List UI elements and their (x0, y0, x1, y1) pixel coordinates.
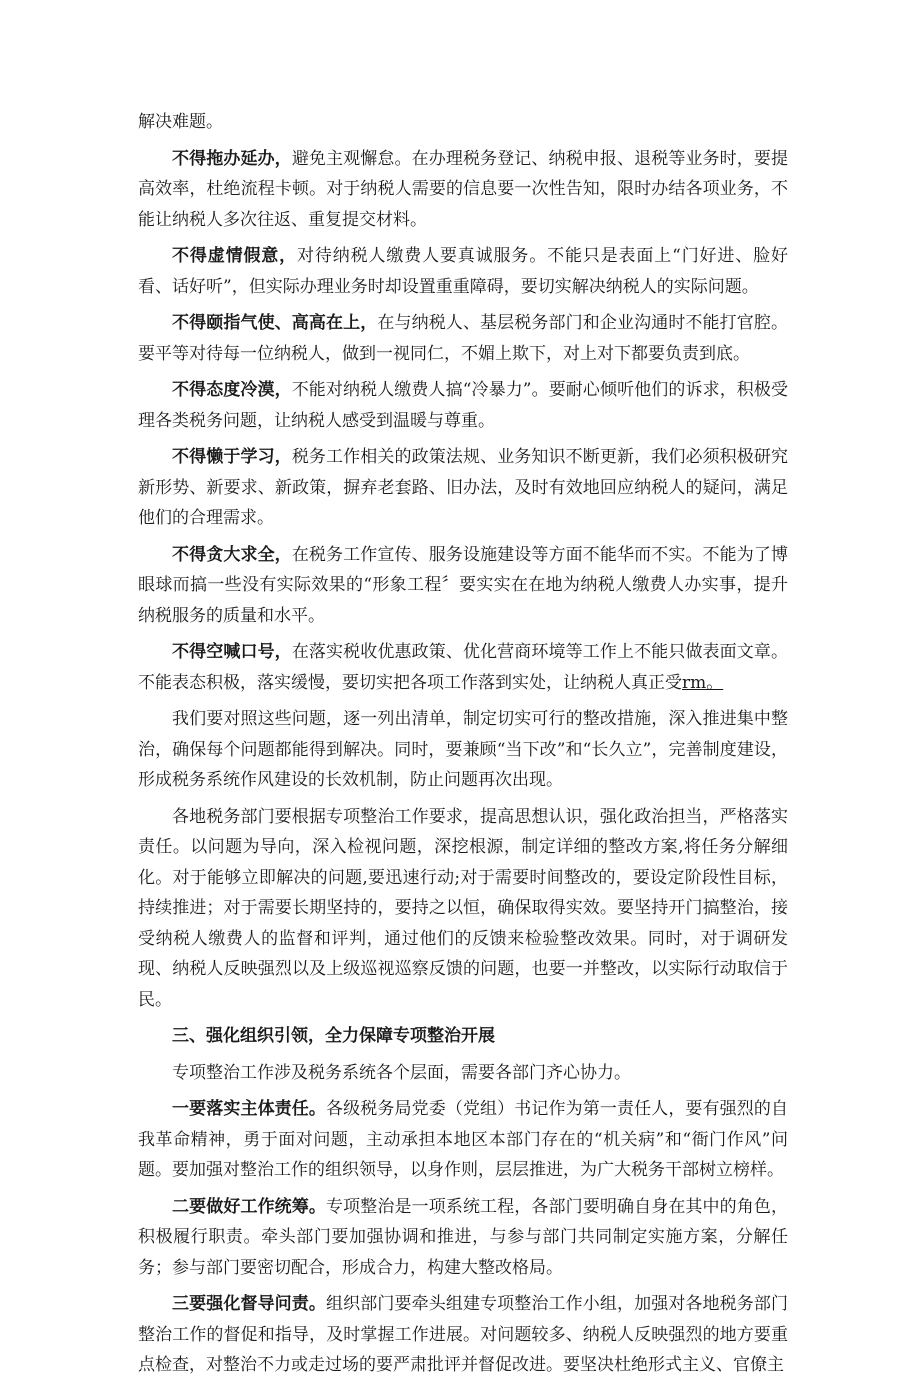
paragraph-continuation (138, 107, 788, 138)
paragraph-local-departments (138, 802, 788, 1016)
paragraph-no-delay (138, 144, 788, 236)
paragraph-text: 专项整治工作涉及税务系统各个层面，需要各部门齐心协力。 (172, 1062, 631, 1083)
paragraph-no-lazy-learning (138, 442, 788, 534)
paragraph-text: 解决难题。 (138, 112, 223, 132)
paragraph-no-vanity (138, 540, 788, 632)
section-heading: 三、强化组织引领，全力保障专项整治开展 (172, 1026, 495, 1046)
paragraph-text: 各级税务局党委（党组）书记作为第一责任人，要有强烈的自我革命精神，勇于面对问题，主动承担本地区本部门存在的“机关病”和“衙门作风”问题。要加强对整治工作的组织领导，以身作则，层层推进，为广大税务干部树立榜样。 (138, 1099, 789, 1180)
paragraph-lead: 不得颐指气使、高高在上， (172, 313, 378, 333)
paragraph-planning (138, 1192, 788, 1284)
paragraph-text: 税务工作相关的政策法规、业务知识不断更新，我们必须积极研究新形势、新要求、新政策，摒弃老套路、旧办法，及时有效地回应纳税人的疑问，满足他们的合理需求。 (138, 447, 789, 528)
paragraph-lead: 不得懒于学习， (172, 447, 292, 467)
paragraph-text: 避免主观懈怠。在办理税务登记、纳税申报、退税等业务时，要提高效率，杜绝流程卡顿。对于纳税人需要的信息要一次性告知，限时办结各项业务，不能让纳税人多次往返、重复提交材料。 (138, 148, 789, 230)
paragraph-lead: 不得虚情假意， (172, 246, 298, 266)
paragraph-no-empty-slogans (138, 637, 788, 698)
paragraph-text: 我们要对照这些问题，逐一列出清单，制定切实可行的整改措施，深入推进集中整治，确保每个问题都能得到解决。同时，要兼顾“当下改”和“长久立”，完善制度建设，形成税务系统作风建设的长效机制，防止问题再次出现。 (138, 709, 788, 790)
paragraph-text: 不能对纳税人缴费人搞“冷暴力”。要耐心倾听他们的诉求，积极受理各类税务问题，让纳税人感受到温暖与尊重。 (138, 380, 788, 431)
paragraph-no-insincerity (138, 241, 788, 302)
paragraph-coordination (138, 1058, 788, 1089)
paragraph-responsibility (138, 1094, 788, 1186)
paragraph-lead: 二要做好工作统筹。 (172, 1196, 327, 1217)
paragraph-no-indifference (138, 375, 788, 436)
paragraph-text: 专项整治是一项系统工程，各部门要明确自身在其中的角色，积极履行职责。牵头部门要加强协调和推进，与参与部门共同制定实施方案，分解任务；参与部门要密切配合，形成合力，构建大整改格局。 (138, 1196, 789, 1278)
paragraph-text: 在与纳税人、基层税务部门和企业沟通时不能打官腔。要平等对待每一位纳税人，做到一视同仁，不媚上欺下，对上对下都要负责到底。 (138, 313, 789, 364)
paragraph-supervision (138, 1289, 788, 1381)
paragraph-no-arrogance (138, 308, 788, 369)
paragraph-text: 在落实税收优惠政策、优化营商环境等工作上不能只做表面文章。不能表态积极，落实缓慢，要切实把各项工作落到实处，让纳税人真正受 (138, 642, 789, 693)
paragraph-text: 在税务工作宣传、服务设施建设等方面不能华而不实。不能为了博眼球而搞一些没有实际效果的“形象工程〞要实实在在地为纳税人缴费人办实事，提升纳税服务的质量和水平。 (138, 544, 789, 626)
paragraph-lead: 三要强化督导问责。 (172, 1294, 327, 1314)
paragraph-text: 组织部门要牵头组建专项整治工作小组，加强对各地税务部门整治工作的督促和指导，及时掌握工作进展。对问题较多、纳税人反映强烈的地方要重点检查，对整治不力或走过场的要严肃批评并督促改进。要坚决杜绝形式主义、官僚主 (138, 1294, 789, 1375)
paragraph-lead: 不得空喊口号， (172, 642, 292, 662)
paragraph-lead: 不得贪大求全， (172, 544, 292, 565)
paragraph-text: 对待纳税人缴费人要真诚服务。不能只是表面上“门好进、脸好看、话好听”，但实际办理业务时却设置重重障碍，要切实解决纳税人的实际问题。 (138, 246, 789, 297)
paragraph-lead: 不得拖办延办， (172, 148, 292, 169)
paragraph-rectification (138, 704, 788, 796)
paragraph-text: 各地税务部门要根据专项整治工作要求，提高思想认识，强化政治担当，严格落实责任。以问题为导向，深入检视问题，深挖根源，制定详细的整改方案,将任务分解细化。对于能够立即解决的问题,要迅速行动;对于需要时间整改的，要设定阶段性目标，持续推进；对于需要长期坚持的，要持之以恒，确保取得实效。要坚持开门搞整治，接受纳税人缴费人的监督和评判，通过他们的反馈来检验整改效果。同时，对于调研发现、纳税人反映强烈以及上级巡视巡察反馈的问题，也要一并整改，以实际行动取信于民。 (138, 806, 788, 1010)
underlined-text: rm。 (682, 672, 724, 693)
paragraph-lead: 一要落实主体责任。 (172, 1099, 327, 1119)
paragraph-lead: 不得态度冷漠， (172, 380, 292, 400)
